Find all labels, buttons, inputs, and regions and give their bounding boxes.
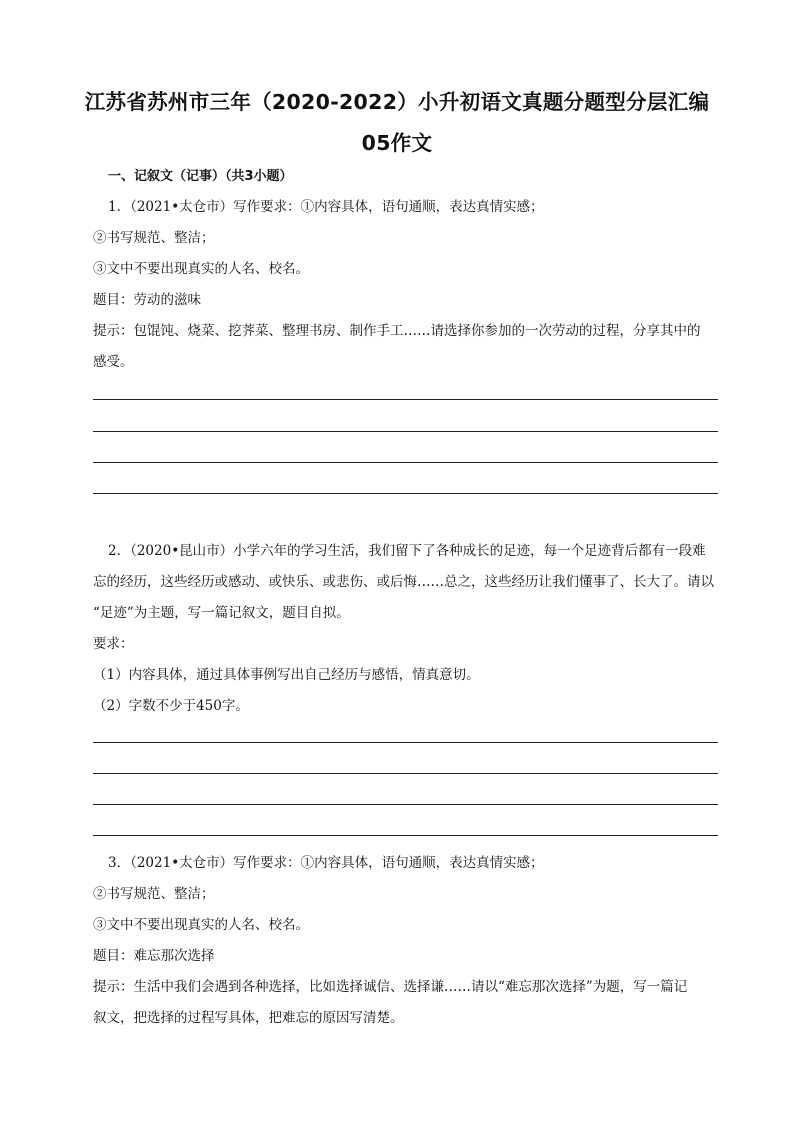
answer-line	[93, 835, 718, 836]
document-subtitle: 05作文	[361, 131, 433, 155]
q3-hint-cont: 叙文，把选择的过程写具体，把难忘的原因写清楚。	[93, 1010, 404, 1026]
q1-requirement: 1．（2021•太仓市）写作要求：①内容具体，语句通顺，表达真情实感；	[108, 199, 544, 215]
q2-prompt-2: 忘的经历，这些经历或感动、或快乐、或悲伤、或后悔……总之，这些经历让我们懂事了、长大了。请以	[93, 574, 714, 590]
section-heading: 一、记叙文（记事）（共3小题）	[108, 169, 293, 184]
q1-requirement-3: ③文中不要出现真实的人名、校名。	[93, 261, 309, 277]
answer-line	[93, 431, 718, 432]
q2-prompt: 2．（2020•昆山市）小学六年的学习生活，我们留下了各种成长的足迹，每一个足迹背后都有一段难	[108, 543, 706, 559]
q3-requirement: 3．（2021•太仓市）写作要求：①内容具体，语句通顺，表达真情实感；	[108, 855, 544, 871]
q3-requirement-2: ②书写规范、整洁；	[93, 886, 215, 902]
answer-line	[93, 399, 718, 400]
answer-line	[93, 742, 718, 743]
q2-requirement-2: （2）字数不少于450字。	[93, 698, 249, 714]
q1-hint: 提示：包馄饨、烧菜、挖荠菜、整理书房、制作手工……请选择你参加的一次劳动的过程，分享其中的	[93, 323, 701, 339]
q1-hint-cont: 感受。	[93, 354, 134, 370]
q3-requirement-3: ③文中不要出现真实的人名、校名。	[93, 917, 309, 933]
answer-line	[93, 804, 718, 805]
q2-requirements-label: 要求：	[93, 636, 134, 652]
q2-requirement-1: （1）内容具体，通过具体事例写出自己经历与感悟，情真意切。	[93, 667, 480, 683]
document-title: 江苏省苏州市三年（2020-2022）小升初语文真题分题型分层汇编	[84, 90, 710, 114]
answer-line	[93, 493, 718, 494]
q1-topic: 题目：劳动的滋味	[93, 292, 201, 308]
q3-topic: 题目：难忘那次选择	[93, 948, 215, 964]
q3-hint: 提示：生活中我们会遇到各种选择，比如选择诚信、选择谦……请以“难忘那次选择”为题，写一篇记	[93, 979, 688, 995]
answer-line	[93, 462, 718, 463]
q2-prompt-3: “足迹”为主题，写一篇记叙文，题目自拟。	[93, 605, 350, 621]
q1-requirement-2: ②书写规范、整洁；	[93, 230, 215, 246]
answer-line	[93, 773, 718, 774]
